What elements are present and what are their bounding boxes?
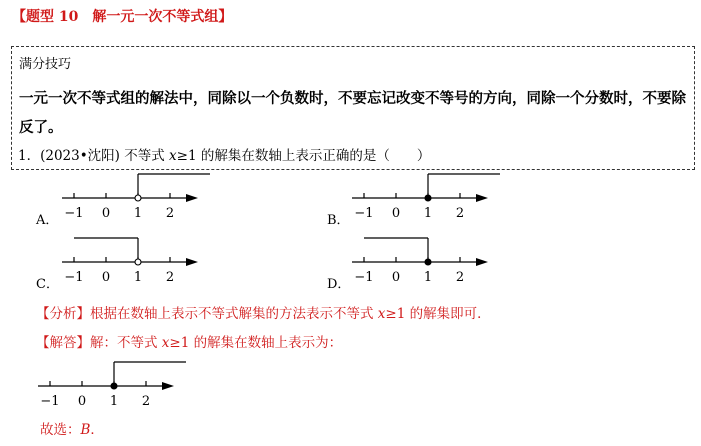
axis-arrow xyxy=(476,194,488,202)
open-dot xyxy=(135,195,141,201)
answer-relation: ≥1 xyxy=(169,335,190,351)
choice-suffix: ． xyxy=(90,422,104,438)
tick-label: −1 xyxy=(64,270,84,285)
tick-label: 1 xyxy=(133,206,143,221)
choice-value: B xyxy=(80,422,91,438)
option-d-label[interactable]: D． xyxy=(327,277,351,292)
choice-prefix: 故选： xyxy=(40,422,81,438)
tick-label: 1 xyxy=(423,270,433,285)
tick-label: 2 xyxy=(165,206,175,221)
question-text xyxy=(18,144,430,164)
tick-label: 2 xyxy=(455,270,465,285)
tick-label: 0 xyxy=(77,394,87,409)
option-c-label[interactable]: C． xyxy=(36,277,59,292)
question-suffix: 的解集在数轴上表示正确的是（ ） xyxy=(196,148,431,164)
tip-heading: 满分技巧 xyxy=(19,57,72,72)
tick-label: 0 xyxy=(101,270,111,285)
section-title: 【题型 10 解一元一次不等式组】 xyxy=(12,9,233,25)
tick-label: 0 xyxy=(101,206,111,221)
open-dot xyxy=(135,259,141,265)
tick-label: 1 xyxy=(423,206,433,221)
question-prefix: 1．(2023•沈阳) 不等式 xyxy=(18,148,170,164)
axis-arrow xyxy=(162,382,174,390)
tick-label: 0 xyxy=(391,206,401,221)
closed-dot xyxy=(425,195,431,201)
tick-label: −1 xyxy=(354,270,374,285)
tick-label: −1 xyxy=(64,206,84,221)
tick-label: −1 xyxy=(40,394,60,409)
axis-arrow xyxy=(476,258,488,266)
option-b-number-line xyxy=(352,168,502,226)
answer-tag: 【解答】 xyxy=(36,335,90,351)
answer-variable: x xyxy=(161,335,170,351)
tick-label: 2 xyxy=(455,206,465,221)
analysis-text xyxy=(36,302,491,322)
analysis-text-2: 的解集即可． xyxy=(405,306,491,322)
tick-label: 2 xyxy=(141,394,151,409)
analysis-relation: ≥1 xyxy=(385,306,406,322)
analysis-text-1: 根据在数轴上表示不等式解集的方法表示不等式 xyxy=(90,306,378,322)
tick-label: 1 xyxy=(133,270,143,285)
tip-body: 一元一次不等式组的解法中，同除以一个负数时，不要忘记改变不等号的方向，同除一个分数时，不要除反了。 xyxy=(19,90,686,136)
closed-dot xyxy=(111,383,117,389)
option-a-label[interactable]: A． xyxy=(36,213,59,228)
tick-label: 2 xyxy=(165,270,175,285)
answer-number-line xyxy=(38,356,188,414)
axis-arrow xyxy=(186,258,198,266)
answer-text xyxy=(36,331,342,351)
question-relation: ≥1 xyxy=(176,148,197,164)
tick-label: 0 xyxy=(391,270,401,285)
analysis-tag: 【分析】 xyxy=(36,306,90,322)
tick-label: 1 xyxy=(109,394,119,409)
closed-dot xyxy=(425,259,431,265)
final-choice xyxy=(40,418,104,438)
analysis-variable: x xyxy=(377,306,386,322)
tick-label: −1 xyxy=(354,206,374,221)
question-variable: x xyxy=(169,148,177,164)
answer-text-2: 的解集在数轴上表示为： xyxy=(189,335,343,351)
option-a-number-line xyxy=(62,168,212,226)
axis-arrow xyxy=(186,194,198,202)
option-c-number-line xyxy=(62,232,212,290)
answer-text-1: 解：不等式 xyxy=(90,335,162,351)
option-d-number-line xyxy=(352,232,502,290)
option-b-label[interactable]: B． xyxy=(327,213,350,228)
